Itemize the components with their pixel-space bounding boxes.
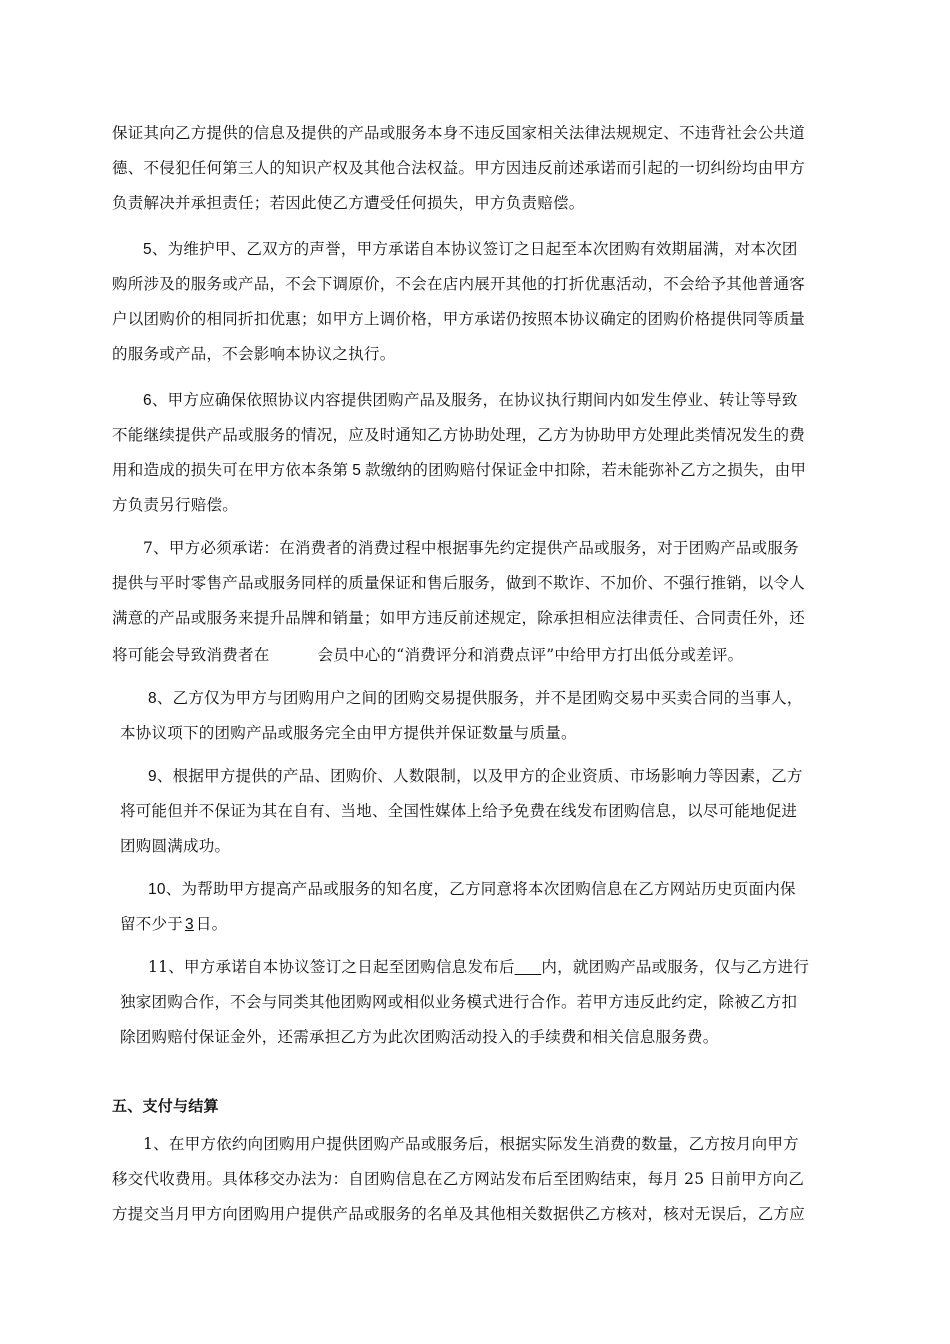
clause-7-text-b: 会员中心的“消费评分和消费点评”中给甲方打出低分或差评。	[317, 646, 744, 664]
clause-6-line-3	[112, 460, 806, 481]
clause-5-line-1	[143, 239, 798, 260]
clause-9-line-2: 将可能但并不保证为其在自有、当地、全国性媒体上给予免费在线发布团购信息，以尽可能地促进	[120, 802, 798, 820]
clause-9-number: 9	[148, 768, 157, 785]
clause-11-line-1	[148, 957, 809, 978]
clause-10-days: 3	[185, 916, 194, 933]
clause-10-line-1	[148, 879, 796, 900]
section-5-heading: 五、支付与结算	[112, 1097, 219, 1115]
clause-6-text-b: 款缴纳的团购赔付保证金中扣除，若未能弥补乙方之损失，由甲	[365, 461, 807, 479]
clause-11-blank: ___	[514, 959, 542, 976]
clause-6-inline-number: 5	[352, 462, 362, 479]
clause-8-line-2: 本协议项下的团购产品或服务完全由甲方提供并保证数量与质量。	[120, 724, 577, 742]
clause-11-line-2: 独家团购合作，不会与同类其他团购网或相似业务模式进行合作。若甲方违反此约定，除被乙方扣	[120, 993, 798, 1011]
clause-10-text-b: 日。	[195, 915, 228, 933]
section-5-clause-1-line-2: 移交代收费用。具体移交办法为：自团购信息在乙方网站发布后至团购结束，每月 25 日前甲方向乙	[112, 1170, 805, 1188]
clause-9-line-3: 团购圆满成功。	[120, 837, 231, 855]
clause-10-number: 10	[148, 881, 166, 898]
clause-6-text-a: 用和造成的损失可在甲方依本条第	[112, 461, 349, 479]
clause-5-line-4: 的服务或产品，不会影响本协议之执行。	[112, 345, 396, 363]
clause-5-line-2: 购所涉及的服务或产品，不会下调原价，不会在店内展开其他的打折优惠活动，不会给予其他普通客	[112, 275, 806, 293]
clause-5-text: 、为维护甲、乙双方的声誉，甲方承诺自本协议签订之日起至本次团购有效期届满，对本次团	[151, 240, 798, 258]
clause-10-text-a: 留不少于	[120, 915, 184, 933]
clause-10-line-2	[120, 914, 227, 935]
clause-9-text: 、根据甲方提供的产品、团购价、人数限制，以及甲方的企业资质、市场影响力等因素，乙方	[156, 767, 803, 785]
clause-6-text: 、甲方应确保依照协议内容提供团购产品及服务，在协议执行期间内如发生停业、转让等导致	[151, 391, 798, 409]
section-5-clause-1-line-3: 方提交当月甲方向团购用户提供产品或服务的名单及其他相关数据供乙方核对，核对无误后，乙方应	[112, 1205, 806, 1223]
continuation-line-3: 负责解决并承担责任；若因此使乙方遭受任何损失，甲方负责赔偿。	[112, 194, 585, 212]
clause-7-line-2: 提供与平时零售产品或服务同样的质量保证和售后服务，做到不欺诈、不加价、不强行推销，以令人	[112, 574, 806, 592]
clause-11-line-3: 除团购赔付保证金外，还需承担乙方为此次团购活动投入的手续费和相关信息服务费。	[120, 1028, 719, 1046]
clause-5-line-3: 户以团购价的相同折扣优惠；如甲方上调价格，甲方承诺仍按照本协议确定的团购价格提供同等质量	[112, 310, 806, 328]
continuation-line-1: 保证其向乙方提供的信息及提供的产品或服务本身不违反国家相关法律法规规定、不违背社会公共道	[112, 124, 806, 142]
clause-8-line-1	[148, 688, 803, 709]
section-5-clause-1-line-1: 1、在甲方依约向团购用户提供团购产品或服务后，根据实际发生消费的数量，乙方按月向甲方	[143, 1135, 799, 1153]
clause-7-line-1: 7、甲方必须承诺：在消费者的消费过程中根据事先约定提供产品或服务，对于团购产品或服务	[143, 539, 799, 557]
clause-6-line-4: 方负责另行赔偿。	[112, 496, 239, 514]
clause-7-line-3: 满意的产品或服务来提升品牌和销量；如甲方违反前述规定，除承担相应法律责任、合同责任外，还	[112, 609, 806, 627]
clause-11-text-a: 11、甲方承诺自本协议签订之日起至团购信息发布后	[148, 958, 515, 976]
clause-6-line-1	[143, 390, 798, 411]
clause-9-line-1	[148, 766, 803, 787]
clause-7-line-4	[112, 645, 743, 665]
clause-7-text-a: 将可能会导致消费者在	[112, 646, 270, 664]
clause-11-text-b: 内，就团购产品或服务，仅与乙方进行	[541, 958, 810, 976]
clause-5-number: 5	[143, 241, 152, 258]
clause-6-number: 6	[143, 392, 152, 409]
clause-8-text: 、乙方仅为甲方与团购用户之间的团购交易提供服务，并不是团购交易中买卖合同的当事人，	[156, 689, 803, 707]
clause-10-text: 、为帮助甲方提高产品或服务的知名度，乙方同意将本次团购信息在乙方网站历史页面内保	[165, 880, 796, 898]
continuation-line-2: 德、不侵犯任何第三人的知识产权及其他合法权益。甲方因违反前述承诺而引起的一切纠纷均由甲方	[112, 159, 806, 177]
clause-8-number: 8	[148, 690, 157, 707]
clause-6-line-2: 不能继续提供产品或服务的情况，应及时通知乙方协助处理，乙方为协助甲方处理此类情况发生的费	[112, 426, 806, 444]
